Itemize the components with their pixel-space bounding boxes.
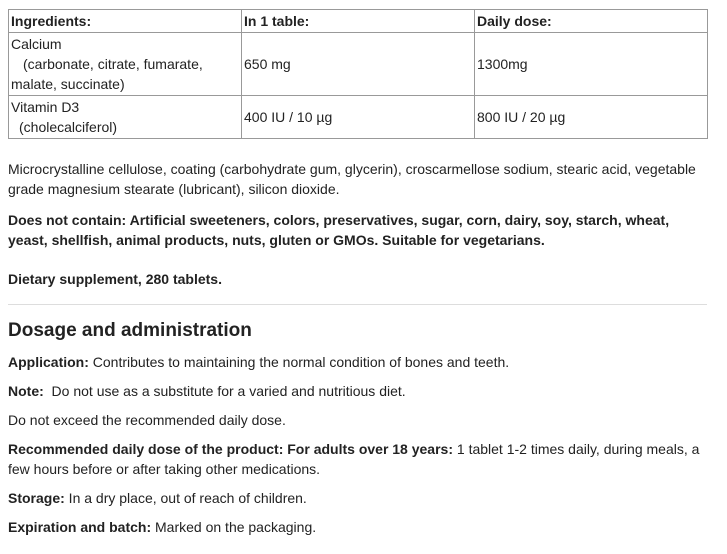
recommended-dose-label: Recommended daily dose of the product: For adults over 18 years:: [8, 441, 453, 457]
application-text: Contributes to maintaining the normal condition of bones and teeth.: [88, 354, 510, 370]
ingredient-name-line: (carbonate, citrate, fumarate,: [23, 56, 203, 72]
does-not-contain: Does not contain: Artificial sweeteners, colors, preservatives, sugar, corn, dairy, soy, starch, wheat, yeast, shellfish, animal products, nuts, gluten or GMOs. Suitable for vegetarians.: [8, 212, 670, 248]
storage-paragraph: [8, 488, 707, 508]
expiration-paragraph: [8, 517, 707, 537]
table-row: [9, 96, 708, 139]
ingredient-name-line: (cholecalciferol): [19, 119, 118, 135]
daily-dose-value: 800 IU / 20 µg: [475, 96, 708, 139]
expiration-text: Marked on the packaging.: [151, 519, 317, 535]
note-paragraph: [8, 381, 707, 401]
recommended-dose-paragraph: [8, 439, 707, 479]
daily-dose-value: 1300mg: [475, 33, 708, 96]
table-row: [9, 33, 708, 96]
do-not-exceed-paragraph: Do not exceed the recommended daily dose.: [8, 412, 286, 428]
storage-text: In a dry place, out of reach of children.: [64, 490, 307, 506]
other-ingredients: Microcrystalline cellulose, coating (carbohydrate gum, glycerin), croscarmellose sodium, stearic acid, vegetable grade magnesium stearate (lubricant), silicon dioxide.: [8, 161, 696, 197]
header-per-tablet: In 1 table:: [242, 10, 475, 33]
section-divider: [8, 304, 707, 305]
application-label: Application:: [8, 354, 89, 370]
note-text: Do not use as a substitute for a varied and nutritious diet.: [43, 383, 406, 399]
storage-label: Storage:: [8, 490, 65, 506]
per-tablet-value: 400 IU / 10 µg: [242, 96, 475, 139]
product-info-page: [8, 9, 707, 537]
header-daily-dose: Daily dose:: [475, 10, 708, 33]
expiration-label: Expiration and batch:: [8, 519, 152, 535]
ingredient-name-line: malate, succinate): [11, 76, 125, 92]
recommended-dose-text: 1 tablet 1-2 times daily, during meals, a few hours before or after taking other medications.: [8, 441, 700, 477]
application-paragraph: [8, 352, 707, 372]
note-label: Note:: [8, 383, 44, 399]
dietary-supplement-note: Dietary supplement, 280 tablets.: [8, 271, 222, 287]
ingredient-name-line: Vitamin D3: [11, 99, 80, 115]
dosage-heading: Dosage and administration: [8, 320, 252, 341]
ingredient-name-vitamin-d3: [9, 96, 242, 139]
per-tablet-value: 650 mg: [242, 33, 475, 96]
ingredient-name-calcium: [9, 33, 242, 96]
ingredients-header-row: [9, 10, 708, 33]
ingredients-table: [8, 9, 708, 139]
ingredient-name-line: Calcium: [11, 36, 62, 52]
header-ingredients: Ingredients:: [9, 10, 242, 33]
